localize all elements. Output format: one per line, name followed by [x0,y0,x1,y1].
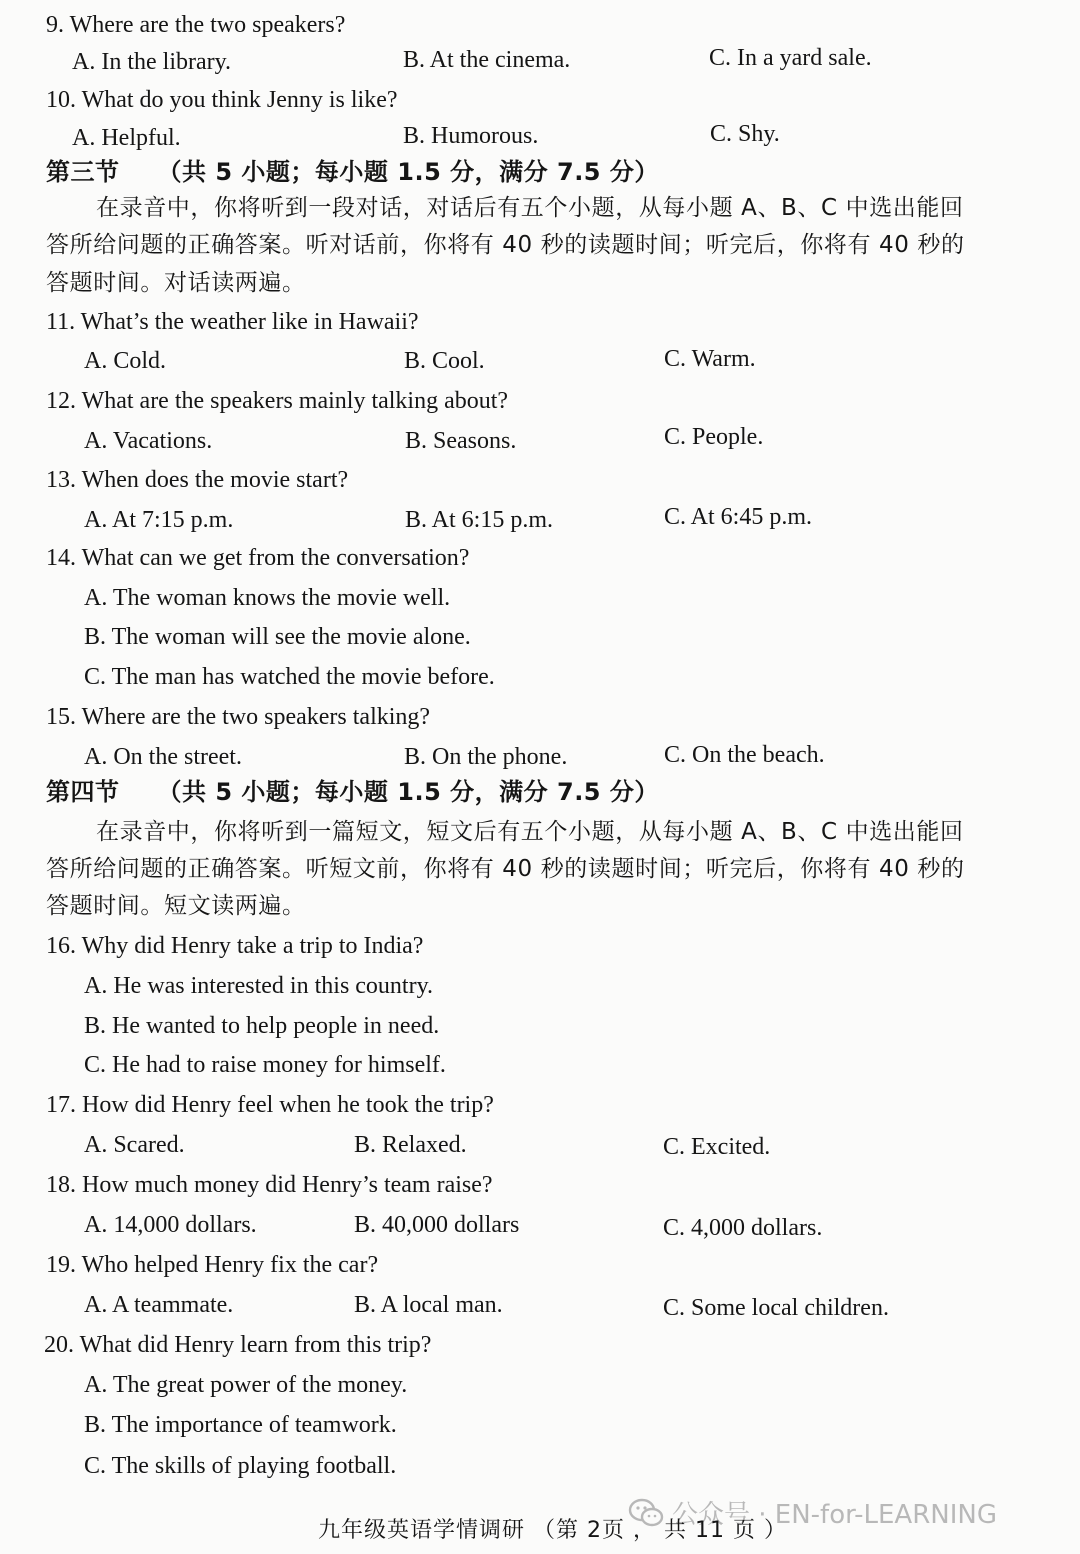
q15-option-c: C. On the beach. [664,742,825,768]
question-20: 20. What did Henry learn from this trip? [44,1332,432,1358]
section-3-points: （共 5 小题；每小题 1.5 分，满分 7.5 分） [157,158,659,186]
page-footer: 九年级英语学情调研 （第 2页 ， 共 11 页 ） [318,1518,787,1543]
q11-option-a: A. Cold. [84,348,167,374]
q13-option-c: C. At 6:45 p.m. [664,504,813,530]
section-3-intro-line-1: 在录音中，你将听到一段对话，对话后有五个小题，从每小题 A、B、C 中选出能回 [96,195,964,221]
question-13: 13. When does the movie start? [46,467,349,493]
q13-option-b: B. At 6:15 p.m. [405,507,554,533]
q9-option-a: A. In the library. [72,49,232,75]
q12-option-c: C. People. [664,424,764,450]
section-4-intro-line-3: 答题时间。短文读两遍。 [46,893,306,919]
section-4-points: （共 5 小题；每小题 1.5 分，满分 7.5 分） [157,778,659,806]
watermark-text: 公众号 · EN-for-LEARNING [672,1500,998,1530]
q15-option-a: A. On the street. [84,744,242,770]
question-18: 18. How much money did Henry’s team raise? [46,1172,493,1198]
question-19: 19. Who helped Henry fix the car? [46,1252,379,1278]
q11-option-c: C. Warm. [664,346,756,372]
q18-option-b: B. 40,000 dollars [354,1212,520,1238]
q9-option-b: B. At the cinema. [403,47,571,73]
q14-option-c: C. The man has watched the movie before. [84,664,495,690]
q18-option-c: C. 4,000 dollars. [663,1215,823,1241]
q13-option-a: A. At 7:15 p.m. [84,507,234,533]
section-4-intro-line-1: 在录音中，你将听到一篇短文，短文后有五个小题，从每小题 A、B、C 中选出能回 [96,819,964,845]
q10-option-c: C. Shy. [710,121,780,147]
question-10: 10. What do you think Jenny is like? [46,87,398,113]
question-17: 17. How did Henry feel when he took the trip? [46,1092,494,1118]
q18-option-a: A. 14,000 dollars. [84,1212,257,1238]
section-4-title: 第四节 [46,778,120,806]
section-3-intro-line-3: 答题时间。对话读两遍。 [46,270,306,296]
question-14: 14. What can we get from the conversation? [46,545,470,571]
q11-option-b: B. Cool. [404,348,485,374]
question-12: 12. What are the speakers mainly talking about? [46,388,509,414]
question-15: 15. Where are the two speakers talking? [46,704,431,730]
question-11: 11. What’s the weather like in Hawaii? [46,309,419,335]
q16-option-b: B. He wanted to help people in need. [84,1013,440,1039]
section-3-intro-line-2: 答所给问题的正确答案。听对话前，你将有 40 秒的读题时间；听完后，你将有 40 秒的 [46,232,965,258]
q20-option-a: A. The great power of the money. [84,1372,408,1398]
q9-option-c: C. In a yard sale. [709,45,872,71]
q17-option-a: A. Scared. [84,1132,185,1158]
q16-option-a: A. He was interested in this country. [84,973,434,999]
section-4-intro-line-2: 答所给问题的正确答案。听短文前，你将有 40 秒的读题时间；听完后，你将有 40 秒的 [46,856,965,882]
q19-option-b: B. A local man. [354,1292,503,1318]
q17-option-c: C. Excited. [663,1134,771,1160]
section-3-title: 第三节 [46,158,120,186]
q12-option-a: A. Vacations. [84,428,213,454]
q20-option-c: C. The skills of playing football. [84,1453,397,1479]
q14-option-a: A. The woman knows the movie well. [84,585,451,611]
q14-option-b: B. The woman will see the movie alone. [84,624,471,650]
section-4-heading [46,777,659,807]
question-9: 9. Where are the two speakers? [46,12,346,38]
q12-option-b: B. Seasons. [405,428,517,454]
q20-option-b: B. The importance of teamwork. [84,1412,397,1438]
q17-option-b: B. Relaxed. [354,1132,467,1158]
q19-option-c: C. Some local children. [663,1295,889,1321]
question-16: 16. Why did Henry take a trip to India? [46,933,424,959]
section-3-heading [46,157,659,187]
q19-option-a: A. A teammate. [84,1292,234,1318]
q10-option-b: B. Humorous. [403,123,539,149]
q10-option-a: A. Helpful. [72,125,181,151]
q15-option-b: B. On the phone. [404,744,568,770]
q16-option-c: C. He had to raise money for himself. [84,1052,446,1078]
